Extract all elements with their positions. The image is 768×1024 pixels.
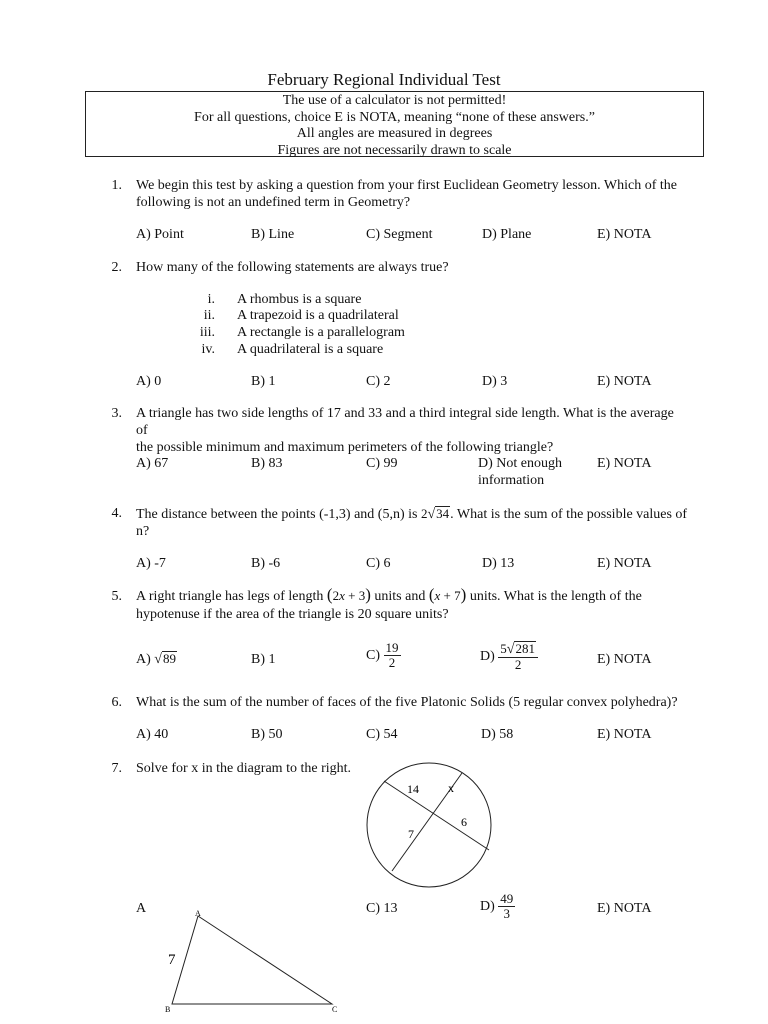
q1-text-line1: We begin this test by asking a question from your first Euclidean Geometry lesson. Which of the	[136, 178, 677, 193]
q1-choice-e[interactable]: E) NOTA	[597, 227, 652, 242]
q5-choice-d-fraction	[498, 641, 538, 672]
q5-text-line1	[136, 586, 688, 605]
q4-text	[136, 505, 688, 540]
q6-choice-a[interactable]: A) 40	[136, 727, 169, 742]
q2-number: 2.	[111, 260, 122, 275]
q7-choice-d-label: D)	[480, 899, 499, 914]
q5-choice-c[interactable]	[366, 641, 401, 670]
q2-choice-b[interactable]: B) 1	[251, 374, 276, 389]
q7-choice-d[interactable]	[480, 892, 515, 921]
q7-choice-d-fraction	[498, 892, 515, 921]
q2-statement-num: i.	[207, 292, 215, 307]
fraction-denominator: 2	[388, 655, 396, 670]
q5-number: 5.	[111, 589, 122, 604]
q7-number: 7.	[111, 761, 122, 776]
q6-number: 6.	[111, 695, 122, 710]
q5-leg1-const: + 3	[344, 588, 366, 603]
chord-label-14: 14	[407, 782, 419, 796]
fraction-denominator: 2	[514, 657, 522, 672]
rules-box	[85, 91, 704, 157]
q3-choice-c[interactable]: C) 99	[366, 456, 398, 471]
fraction-numerator: 49	[500, 891, 514, 906]
q5-text-a: A right triangle has legs of length	[136, 589, 327, 604]
q3-text	[136, 405, 688, 456]
q1-choice-a[interactable]: A) Point	[136, 227, 184, 242]
test-title: February Regional Individual Test	[267, 70, 501, 89]
q7-choice-c[interactable]: C) 13	[366, 901, 398, 916]
triangle-shape	[172, 916, 332, 1004]
rule-calculator: The use of a calculator is not permitted!	[282, 93, 507, 108]
q5-paren-open: (	[326, 585, 333, 604]
q2-choice-d[interactable]: D) 3	[482, 374, 508, 389]
q7-choice-e[interactable]: E) NOTA	[597, 901, 652, 916]
q3-text-line2: the possible minimum and maximum perimeters of the following triangle?	[136, 440, 554, 455]
q1-choice-c[interactable]: C) Segment	[366, 227, 433, 242]
q5-leg1-coef: 2	[332, 588, 340, 603]
q5-choice-a[interactable]	[136, 651, 177, 668]
radical-icon: √	[154, 652, 162, 667]
q7-text: Solve for x in the diagram to the right.	[136, 761, 352, 776]
q4-choice-a[interactable]: A) -7	[136, 556, 166, 571]
radical-icon: √	[506, 642, 515, 657]
chord-label-x: x	[448, 781, 454, 795]
q5-choice-d-label: D)	[480, 649, 499, 664]
q5-choice-d-coef: 5	[500, 641, 507, 656]
q5-choice-e[interactable]: E) NOTA	[597, 652, 652, 667]
q6-text: What is the sum of the number of faces of the five Platonic Solids (5 regular convex polyhedra)?	[136, 695, 678, 710]
q6-choice-e[interactable]: E) NOTA	[597, 727, 652, 742]
rule-scale: Figures are not necessarily drawn to scale	[277, 142, 512, 158]
fraction-denominator: 3	[503, 906, 511, 921]
q5-choice-c-fraction	[384, 641, 401, 670]
q3-choice-d[interactable]	[478, 455, 562, 489]
fraction-numerator	[498, 641, 538, 658]
q4-choice-c[interactable]: C) 6	[366, 556, 391, 571]
q3-text-line1: A triangle has two side lengths of 17 and 33 and a third integral side length. What is the average of	[136, 406, 674, 438]
q3-choice-a[interactable]: A) 67	[136, 456, 169, 471]
q4-coef: 2	[420, 506, 428, 521]
q2-choice-c[interactable]: C) 2	[366, 374, 391, 389]
chord-label-6: 6	[461, 815, 467, 829]
q5-choice-c-label: C)	[366, 648, 384, 663]
q1-text	[136, 177, 688, 211]
q7-choice-a[interactable]: A	[136, 901, 147, 916]
q6-choice-d[interactable]: D) 58	[481, 727, 514, 742]
q5-choice-a-label: A)	[136, 652, 155, 667]
chord-line	[384, 781, 489, 850]
q4-text-after: . What is the sum of the possible values of	[450, 507, 688, 522]
q5-paren-open: (	[428, 585, 435, 604]
q5-choice-d-radicand: 281	[515, 641, 535, 656]
q4-radicand: 34	[436, 506, 450, 521]
q6-choice-b[interactable]: B) 50	[251, 727, 283, 742]
q2-statement-text: A rectangle is a parallelogram	[237, 325, 405, 340]
q3-number: 3.	[111, 406, 122, 421]
q1-choice-b[interactable]: B) Line	[251, 227, 295, 242]
radical-icon: √	[427, 507, 436, 522]
q4-text-line1	[136, 505, 688, 523]
q2-statement-text: A quadrilateral is a square	[237, 342, 384, 357]
q6-choice-c[interactable]: C) 54	[366, 727, 398, 742]
q5-choice-b[interactable]: B) 1	[251, 652, 276, 667]
q2-statement-num: iv.	[201, 342, 215, 357]
rule-nota: For all questions, choice E is NOTA, meaning “none of these answers.”	[194, 109, 595, 125]
q4-text-before: The distance between the points (-1,3) and (5,n) is	[136, 507, 421, 522]
q3-choice-b[interactable]: B) 83	[251, 456, 283, 471]
q4-choice-b[interactable]: B) -6	[251, 556, 281, 571]
q5-text	[136, 586, 688, 623]
chord-label-7: 7	[408, 827, 414, 841]
q5-choice-d[interactable]	[480, 641, 538, 672]
q4-choice-d[interactable]: D) 13	[482, 556, 515, 571]
q4-number: 4.	[111, 506, 122, 521]
q2-choice-a[interactable]: A) 0	[136, 374, 162, 389]
q5-choice-a-radicand: 89	[162, 651, 176, 666]
q5-text-b: units and	[370, 589, 429, 604]
vertex-label-b: B	[165, 1005, 171, 1014]
triangle-diagram	[160, 906, 350, 1018]
vertex-label-a: A	[195, 909, 201, 918]
q2-statement-text: A trapezoid is a quadrilateral	[237, 308, 399, 323]
q5-leg1-var: x	[339, 588, 345, 603]
q2-choice-e[interactable]: E) NOTA	[597, 374, 652, 389]
fraction-numerator: 19	[385, 640, 399, 655]
q3-choice-d-line2: information	[478, 473, 545, 488]
q4-text-line2: n?	[136, 524, 150, 539]
side-label-7: 7	[168, 952, 176, 968]
rule-angles: All angles are measured in degrees	[296, 126, 493, 142]
q1-text-line2: following is not an undefined term in Geometry?	[136, 195, 411, 210]
q1-number: 1.	[111, 178, 122, 193]
q5-text-c: units. What is the length of the	[466, 589, 642, 604]
q1-choice-d[interactable]: D) Plane	[482, 227, 532, 242]
q4-choice-e[interactable]: E) NOTA	[597, 556, 652, 571]
q5-leg2-var: x	[434, 588, 441, 603]
q2-text: How many of the following statements are always true?	[136, 260, 449, 275]
q2-statement-num: ii.	[203, 308, 215, 323]
q7-circle-diagram	[360, 752, 500, 892]
q5-paren-close: )	[365, 585, 371, 604]
q5-text-line2: hypotenuse if the area of the triangle is 20 square units?	[136, 607, 449, 622]
vertex-label-c: C	[332, 1005, 338, 1014]
q5-paren-close: )	[460, 585, 467, 604]
q3-choice-e[interactable]: E) NOTA	[597, 456, 652, 471]
q5-leg2-const: + 7	[440, 588, 461, 603]
q2-statement-text: A rhombus is a square	[237, 292, 362, 307]
q3-choice-d-line1: D) Not enough	[478, 456, 562, 471]
q2-statement-num: iii.	[199, 325, 215, 340]
